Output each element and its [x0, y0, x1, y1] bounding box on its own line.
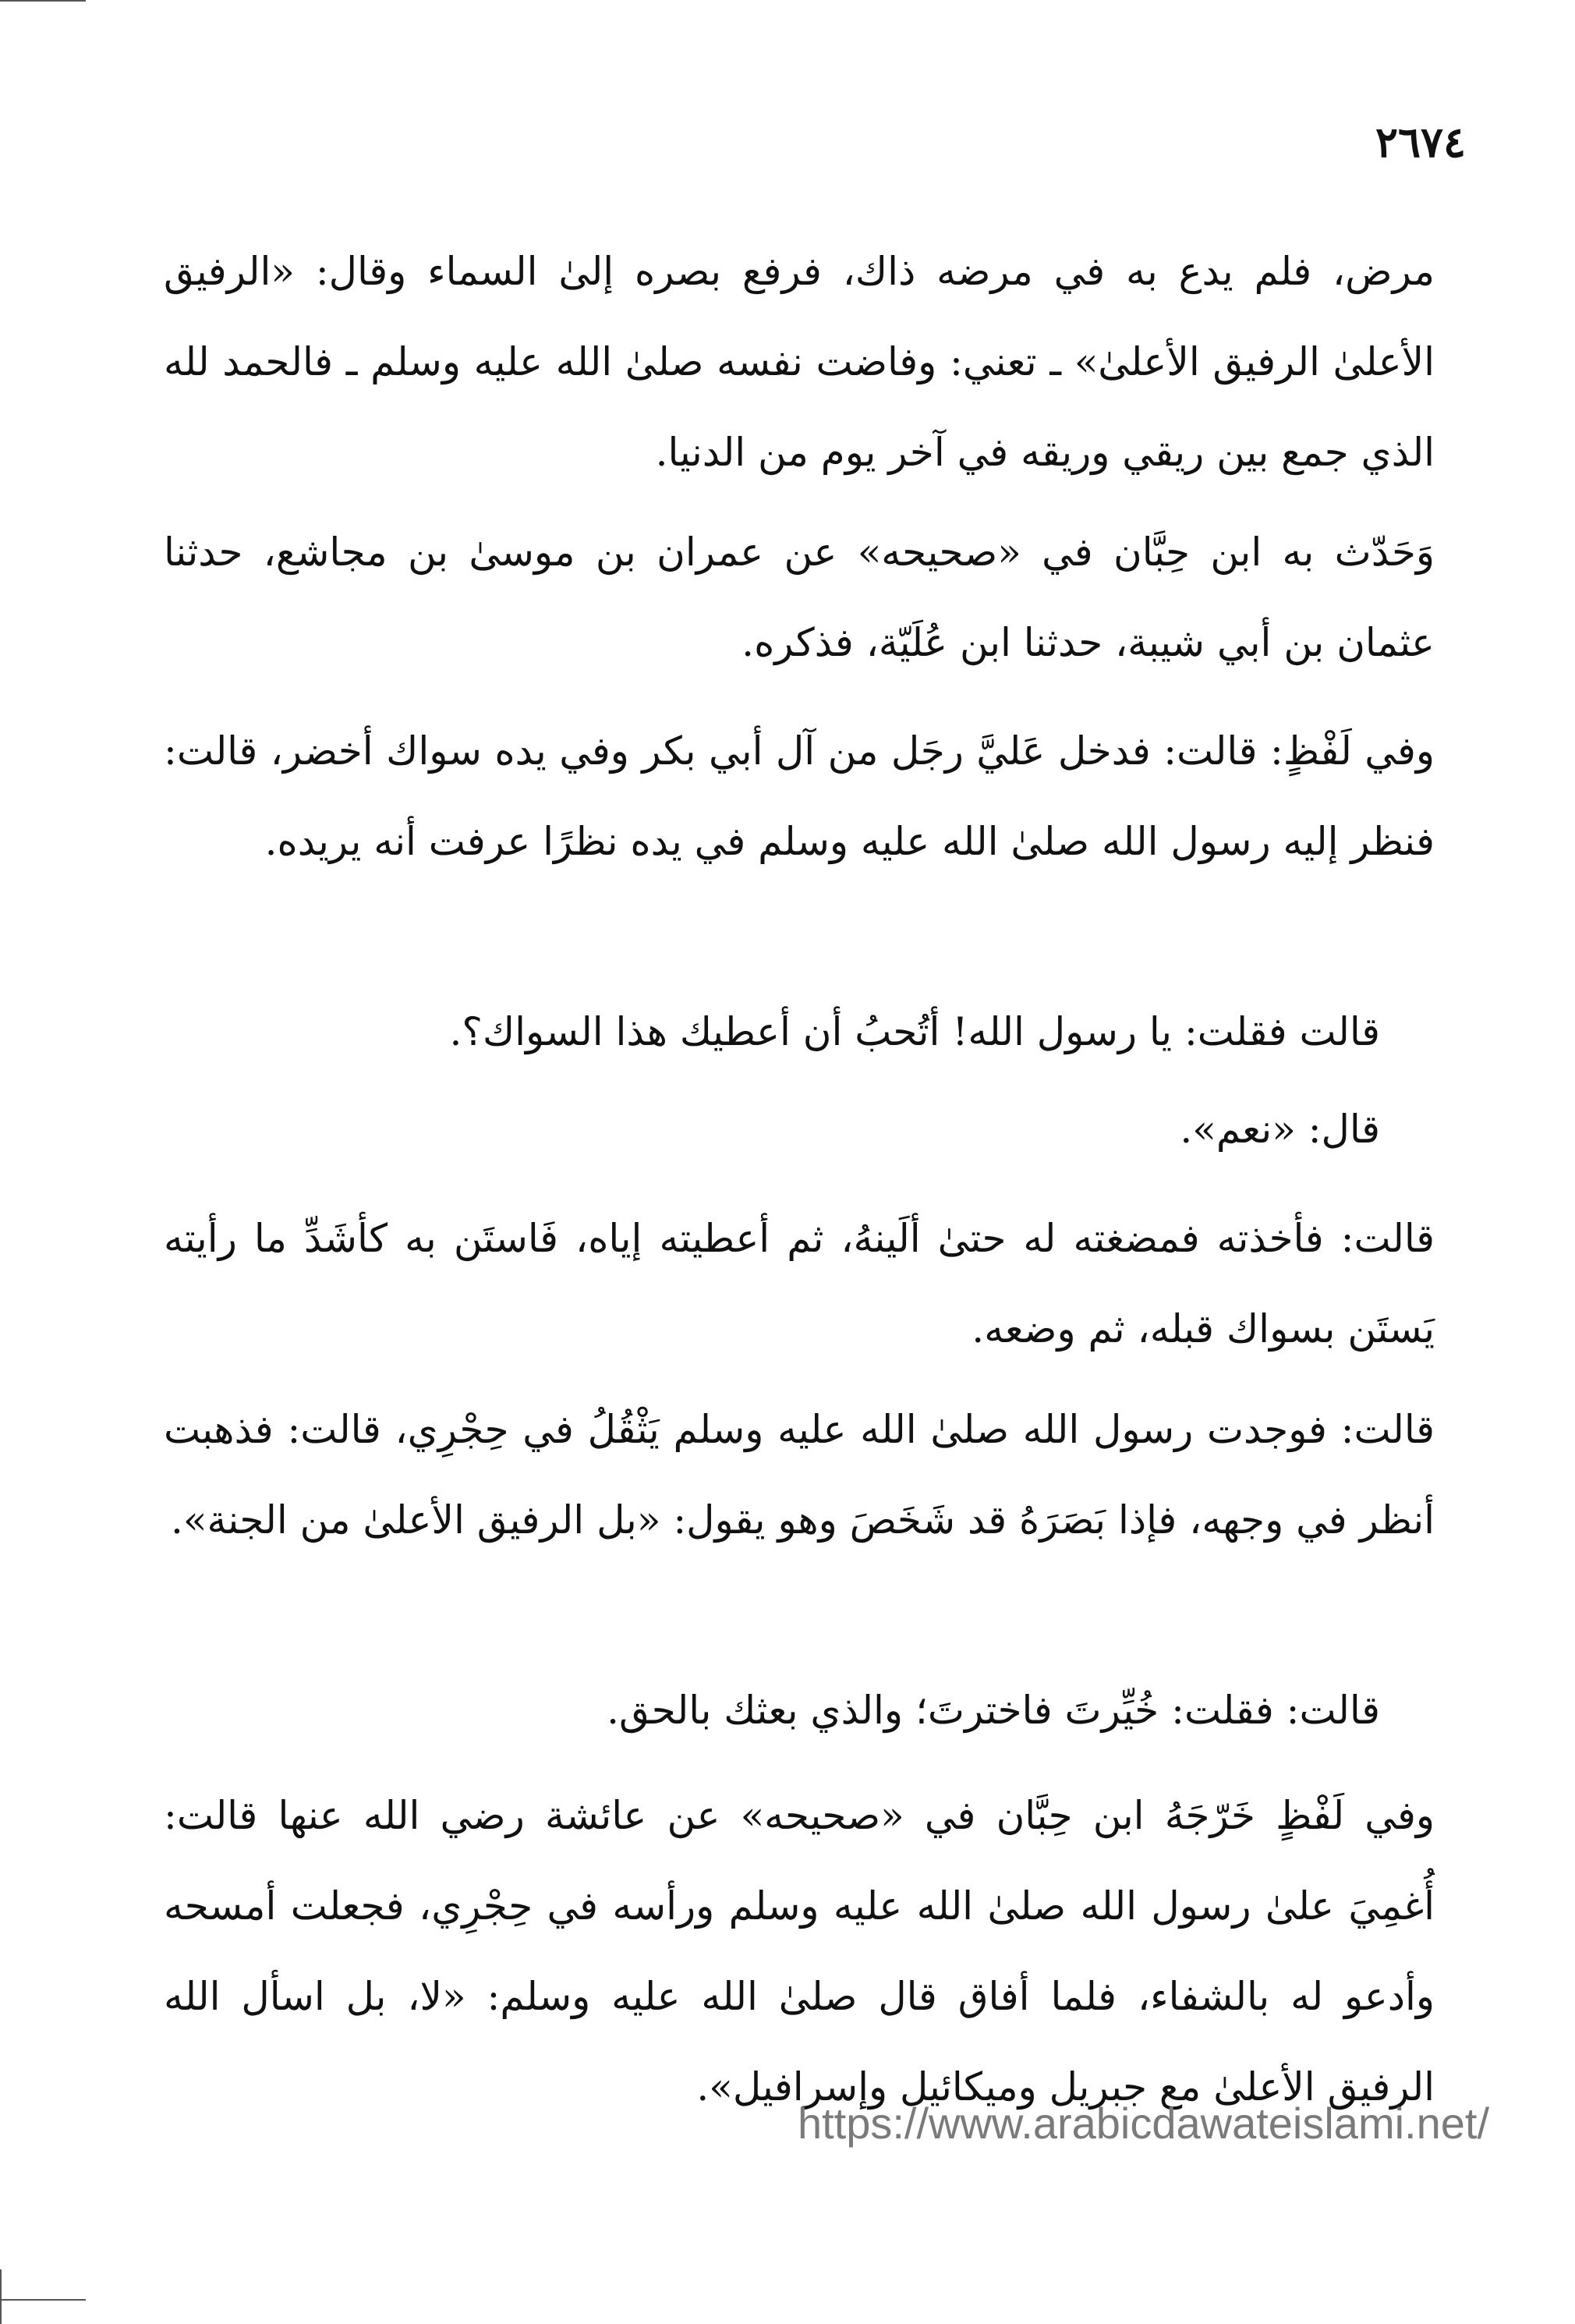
paragraph-8: قالت: فقلت: خُيِّرتَ فاخترتَ؛ والذي بعثك بالحق.	[607, 1688, 1380, 1733]
scan-edge-top-left	[0, 0, 86, 2]
scan-edge-bottom-left-vertical	[0, 2269, 2, 2324]
paragraph-1: مرض، فلم يدع به في مرضه ذاك، فرفع بصره إلىٰ السماء وقال: «الرفيق الأعلىٰ الرفيق الأعلىٰ» ـ تعني: وفاضت نفسه صلىٰ الله عليه وسلم ـ فالحمد لله الذي جمع بين ريقي وريقه في آخر يوم من الدنيا.	[164, 249, 1435, 475]
page-number: ٢٦٧٤	[1375, 117, 1466, 167]
source-url: https://www.arabicdawateislami.net/	[797, 2099, 1489, 2148]
paragraph-9: وفي لَفْظٍ خَرّجَهُ ابن حِبَّان في «صحيحه» عن عائشة رضي الله عنها قالت: أُغمِيَ علىٰ رسول الله صلىٰ الله عليه وسلم ورأسه في حِجْرِي، فجعلت أمسحه وأدعو له بالشفاء، فلما أفاق قال صلىٰ الله عليه وسلم: «لا، بل اسأل الله الرفيق الأعلىٰ مع جبريل وميكائيل وإسرافيل».	[164, 1793, 1435, 2110]
paragraph-3: وفي لَفْظٍ: قالت: فدخل عَليَّ رجَل من آل أبي بكر وفي يده سواك أخضر، قالت: فنظر إليه رسول الله صلىٰ الله عليه وسلم في يده نظرًا عرفت أنه يريده.	[164, 728, 1435, 864]
paragraph-7: قالت: فوجدت رسول الله صلىٰ الله عليه وسلم يَثْقُلُ في حِجْرِي، قالت: فذهبت أنظر في وجهه، فإذا بَصَرَهُ قد شَخَصَ وهو يقول: «بل الرفيق الأعلىٰ من الجنة».	[164, 1407, 1435, 1543]
paragraph-4: قالت فقلت: يا رسول الله! أتُحبُ أن أعطيك هذا السواك؟.	[449, 1009, 1380, 1054]
scan-edge-bottom-left	[0, 2299, 86, 2301]
paragraph-2: وَحَدّث به ابن حِبَّان في «صحيحه» عن عمران بن موسىٰ بن مجاشع، حدثنا عثمان بن أبي شيبة، حدثنا ابن عُلَيّة، فذكره.	[164, 530, 1435, 665]
paragraph-6: قالت: فأخذته فمضغته له حتىٰ ألَينهُ، ثم أعطيته إياه، فَاستَن به كأشَدِّ ما رأيته يَستَن بسواك قبله، ثم وضعه.	[164, 1216, 1435, 1352]
paragraph-5: قال: «نعم».	[1180, 1107, 1380, 1152]
